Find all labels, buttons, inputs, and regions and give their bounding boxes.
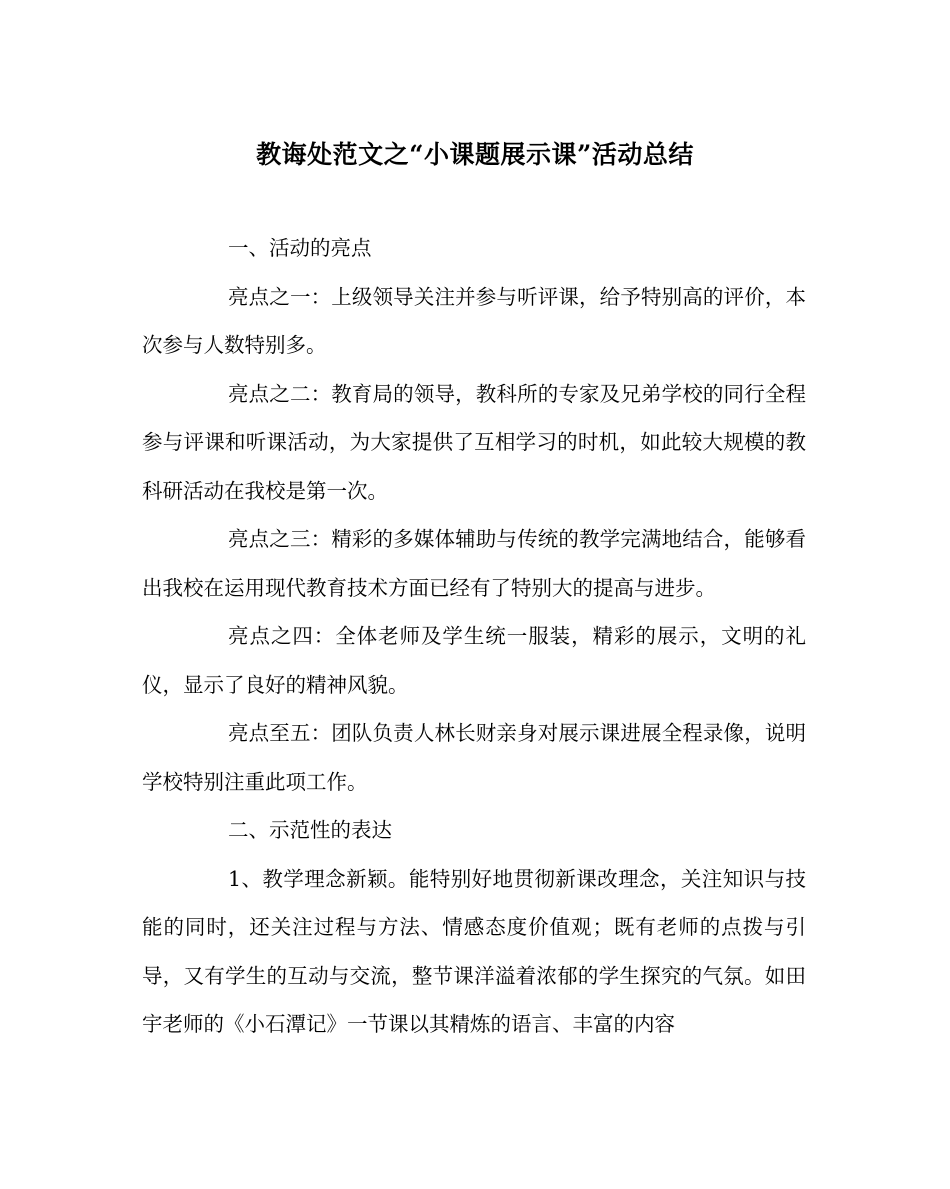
section-heading-demonstration: 二、示范性的表达: [228, 818, 392, 842]
paragraph-highlight-4: 亮点之四：全体老师及学生统一服装，精彩的展示，文明的礼仪，显示了良好的精神风貌。: [142, 624, 806, 697]
paragraph-highlight-2: 亮点之二：教育局的领导，教科所的专家及兄弟学校的同行全程参与评课和听课活动，为大家提供了互相学习的时机，如此较大规模的教科研活动在我校是第一次。: [142, 381, 806, 503]
paragraph-highlight-5: 亮点至五：团队负责人林长财亲身对展示课进展全程录像，说明学校特别注重此项工作。: [142, 721, 806, 794]
document-title: 教诲处范文之“小课题展示课”活动总结: [256, 140, 694, 169]
section-heading-highlights: 一、活动的亮点: [228, 236, 372, 260]
document-body: [142, 224, 806, 1049]
paragraph-highlight-3: 亮点之三：精彩的多媒体辅助与传统的教学完满地结合，能够看出我校在运用现代教育技术方面已经有了特别大的提高与进步。: [142, 527, 806, 600]
paragraph-teaching-concept: 1、教学理念新颖。能特别好地贯彻新课改理念，关注知识与技能的同时，还关注过程与方法、情感态度价值观；既有老师的点拨与引导，又有学生的互动与交流，整节课洋溢着浓郁的学生探究的气氛。如田宇老师的《小石潭记》一节课以其精炼的语言、丰富的内容: [142, 866, 806, 1036]
paragraph-highlight-1: 亮点之一：上级领导关注并参与听评课，给予特别高的评价，本次参与人数特别多。: [142, 284, 806, 357]
